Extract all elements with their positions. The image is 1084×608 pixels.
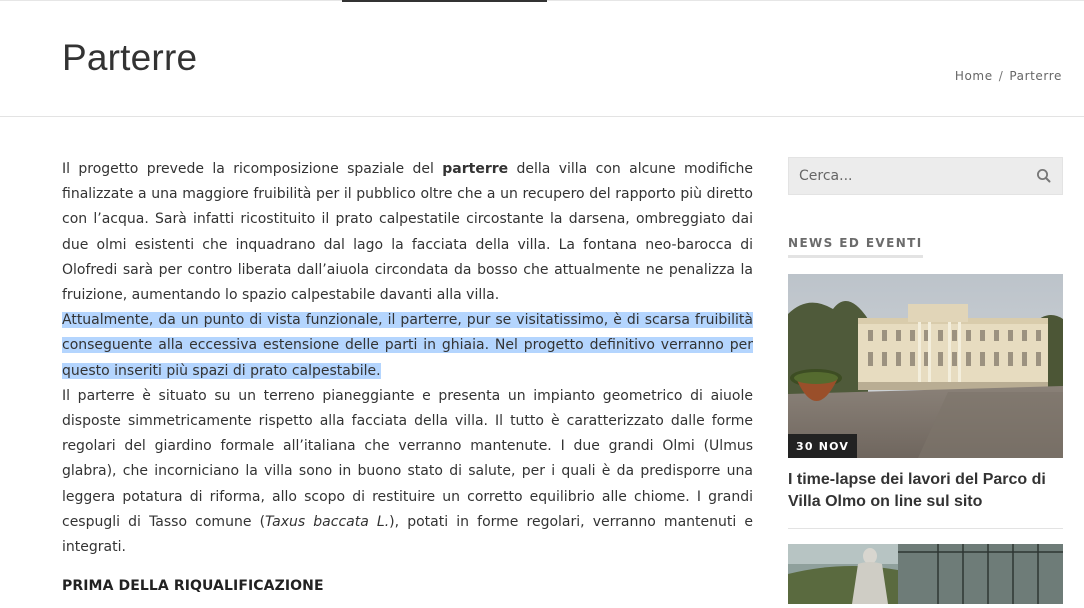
section-subheading: PRIMA DELLA RIQUALIFICAZIONE [62,578,324,595]
article-content [62,157,753,599]
selected-text: Attualmente, da un punto di vista funzionale, il parterre, pur se visitatissimo, è di scarsa fruibilità conseguente alla eccessiva estensione delle parti in ghiaia. Nel progetto definitivo verranno per questo inseriti più spazi di prato calpestabile. [62,312,753,379]
news-divider [788,528,1063,529]
breadcrumb-separator: / [998,69,1004,83]
page-title: Parterre [62,37,198,78]
breadcrumb-home-link[interactable]: Home [954,69,993,83]
breadcrumb-current: Parterre [1009,69,1062,83]
article-text: Il parterre è situato su un terreno pianeggiante e presenta un impianto geometrico di aiuole disposte simmetricamente rispetto alla facciata della villa. Il tutto è caratterizzato dalle forme regolari del giardino formale all’italiana che verranno mantenute. I due grandi Olmi (Ulmus glabra), che incorniciano la villa sono in buono stato di salute, per i quali è da predisporre una leggera potatura di riforma, allo scopo di restituire un corretto equilibrio alle chiome. I grandi cespugli di Tasso comune ( [62,387,753,530]
news-image-villa[interactable] [788,274,1063,458]
article-italic-text: Taxus baccata L. [265,513,390,530]
article-bold-text: parterre [442,161,509,177]
page-title-bar [0,1,1084,117]
breadcrumb [955,69,1062,83]
villa-photo [788,274,1063,458]
article-text: della villa con alcune modifiche finalizzate a una maggiore fruibilità per il pubblico oltre che a un recupero del rapporto più diretto con l’acqua. Sarà infatti ricostituito il prato calpestatile circostante la darsena, ombreggiato dai due olmi esistenti che inquadrano dal lago la facciata della villa. La fontana neo-barocca di Olofredi sarà per contro liberata dall’aiuola circondata da bosso che attualmente ne penalizza la fruizione, aumentando lo spazio calpestabile davanti alla villa. [62,161,753,304]
article-paragraph-1 [62,157,753,308]
search-box [788,157,1063,195]
search-button[interactable] [1034,166,1054,186]
news-date-badge: 30 NOV [788,434,857,458]
search-input[interactable] [789,158,1019,194]
article-paragraph-3 [62,384,753,560]
news-card[interactable] [788,274,1063,513]
article-text: Il progetto prevede la ricomposizione spaziale del [62,161,443,177]
news-image-statue[interactable] [788,544,1063,604]
widget-title: NEWS ED EVENTI [788,236,923,258]
statue-photo [788,544,1063,604]
news-title-link[interactable]: I time-lapse dei lavori del Parco di Villa Olmo on line sul sito [788,471,1046,510]
article-text: ), potati in forme regolari, verranno mantenuti e integrati. [62,513,753,556]
article-paragraph-2 [62,308,753,384]
search-icon [1034,166,1054,186]
sidebar [788,157,1063,604]
